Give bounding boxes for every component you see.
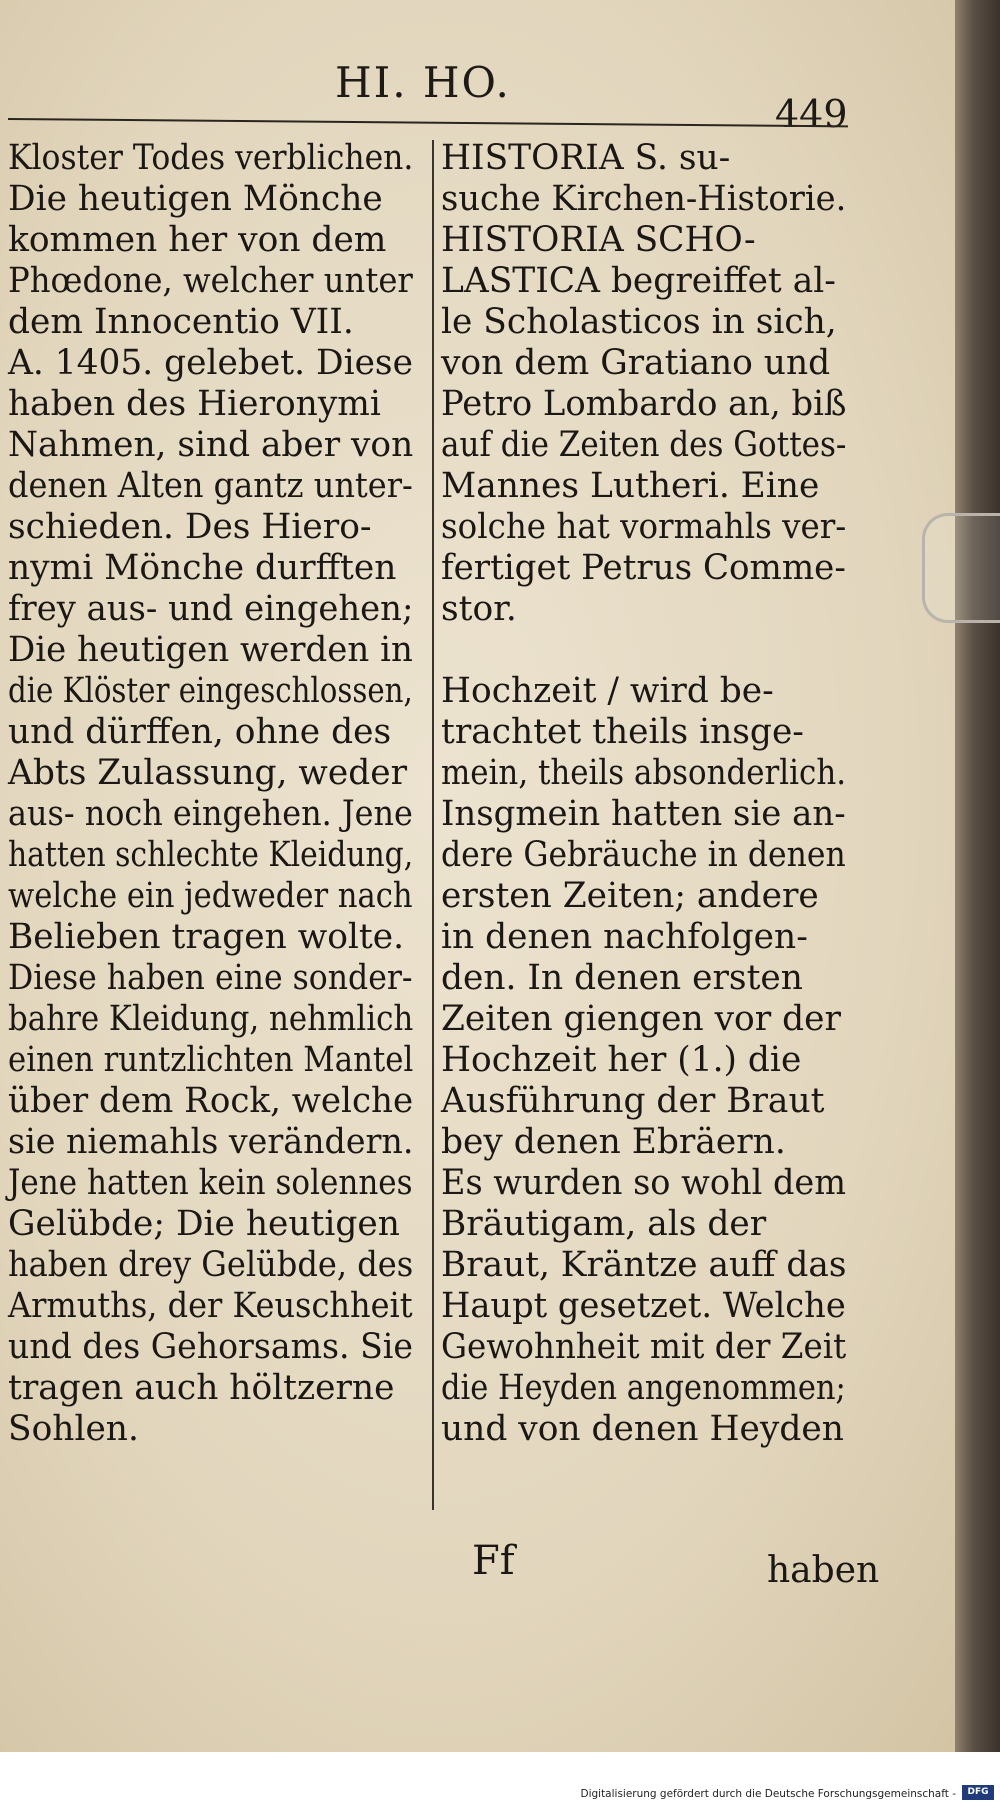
text-line: Diese haben eine sonder- — [8, 958, 413, 998]
text-line: Die heutigen werden in — [8, 630, 413, 670]
text-line: Hochzeit her (1.) die — [441, 1040, 802, 1080]
book-spine — [955, 0, 1000, 1752]
text-line: Braut, Kräntze auff das — [441, 1245, 847, 1285]
text-line: welche ein jedweder nach — [8, 876, 413, 916]
text-line: stor. — [441, 589, 517, 629]
text-line: Haupt gesetzet. Welche — [441, 1286, 846, 1326]
text-line: solche hat vormahls ver- — [441, 507, 847, 547]
text-line: Armuths, der Keuschheit — [8, 1286, 413, 1326]
text-line: Zeiten giengen vor der — [441, 999, 841, 1039]
text-line: kommen her von dem — [8, 220, 387, 260]
footer-credit: Digitalisierung gefördert durch die Deutsche Forschungsgemeinschaft - — [580, 1788, 956, 1800]
text-line: LASTICA begreiffet al- — [441, 261, 836, 301]
text-line: die Klöster eingeschlossen, — [8, 671, 413, 711]
text-line: haben des Hieronymi — [8, 384, 381, 424]
text-line: in denen nachfolgen- — [441, 917, 808, 957]
text-line: Die heutigen Mönche — [8, 179, 383, 219]
text-line: dem Innocentio VII. — [8, 302, 354, 342]
left-text-column — [8, 138, 420, 1450]
text-line: Hochzeit / wird be- — [441, 671, 774, 711]
text-line: dere Gebräuche in denen — [441, 835, 846, 875]
text-line: und dürffen, ohne des — [8, 712, 392, 752]
text-line: aus- noch eingehen. Jene — [8, 794, 413, 834]
text-line: Abts Zulassung, weder — [8, 753, 408, 793]
text-line: über dem Rock, welche — [8, 1081, 414, 1121]
text-line: Nahmen, sind aber von — [8, 425, 414, 465]
text-line: HISTORIA S. su- — [441, 138, 731, 178]
text-line: le Scholasticos in sich, — [441, 302, 837, 342]
text-line: die Heyden angenommen; — [441, 1368, 846, 1408]
text-line: ersten Zeiten; andere — [441, 876, 819, 916]
dfg-logo: DFG — [962, 1785, 994, 1800]
text-line: mein, theils absonderlich. — [441, 753, 847, 793]
text-line: Jene hatten kein solennes — [8, 1163, 413, 1203]
text-line: Belieben tragen wolte. — [8, 917, 405, 957]
text-line: und des Gehorsams. Sie — [8, 1327, 413, 1367]
text-line: fertiget Petrus Comme- — [441, 548, 846, 588]
text-line: tragen auch höltzerne — [8, 1368, 395, 1408]
text-line: hatten schlechte Kleidung, — [8, 835, 414, 875]
page-number: 449 — [775, 92, 848, 136]
text-line: Bräutigam, als der — [441, 1204, 767, 1244]
text-line: denen Alten gantz unter- — [8, 466, 413, 506]
text-line: HISTORIA SCHO- — [441, 220, 756, 260]
text-line — [441, 630, 846, 671]
text-line: und von denen Heyden — [441, 1409, 844, 1449]
text-line: auf die Zeiten des Gottes- — [441, 425, 847, 465]
text-line: Gelübde; Die heutigen — [8, 1204, 400, 1244]
right-text-column — [441, 138, 853, 1450]
text-line: Mannes Lutheri. Eine — [441, 466, 820, 506]
page-clip — [922, 513, 1000, 623]
text-line: trachtet theils insge- — [441, 712, 804, 752]
text-line: Insgmein hatten sie an- — [441, 794, 846, 834]
text-line: Gewohnheit mit der Zeit — [441, 1327, 847, 1367]
text-line: den. In denen ersten — [441, 958, 803, 998]
text-line: Sohlen. — [8, 1409, 139, 1449]
signature-mark: Ff — [472, 1538, 515, 1584]
text-line: suche Kirchen-Historie. — [441, 179, 847, 219]
text-line: schieden. Des Hiero- — [8, 507, 372, 547]
text-line: A. 1405. gelebet. Diese — [8, 343, 413, 383]
text-line: einen runtzlichten Mantel — [8, 1040, 414, 1080]
running-header: HI. HO. — [335, 58, 511, 107]
text-line: sie niemahls verändern. — [8, 1122, 414, 1162]
text-line: frey aus- und eingehen; — [8, 589, 414, 629]
text-line: bey denen Ebräern. — [441, 1122, 786, 1162]
column-divider — [432, 140, 434, 1510]
text-line: von dem Gratiano und — [441, 343, 831, 383]
text-line: Kloster Todes verblichen. — [8, 138, 414, 178]
text-line: Ausführung der Braut — [441, 1081, 825, 1121]
catchword: haben — [767, 1550, 880, 1591]
text-line: haben drey Gelübde, des — [8, 1245, 414, 1285]
text-line: nymi Mönche durfften — [8, 548, 397, 588]
text-line: bahre Kleidung, nehmlich — [8, 999, 414, 1039]
text-line: Petro Lombardo an, biß — [441, 384, 847, 424]
text-line: Es wurden so wohl dem — [441, 1163, 847, 1203]
text-line: Phœdone, welcher unter — [8, 261, 413, 301]
